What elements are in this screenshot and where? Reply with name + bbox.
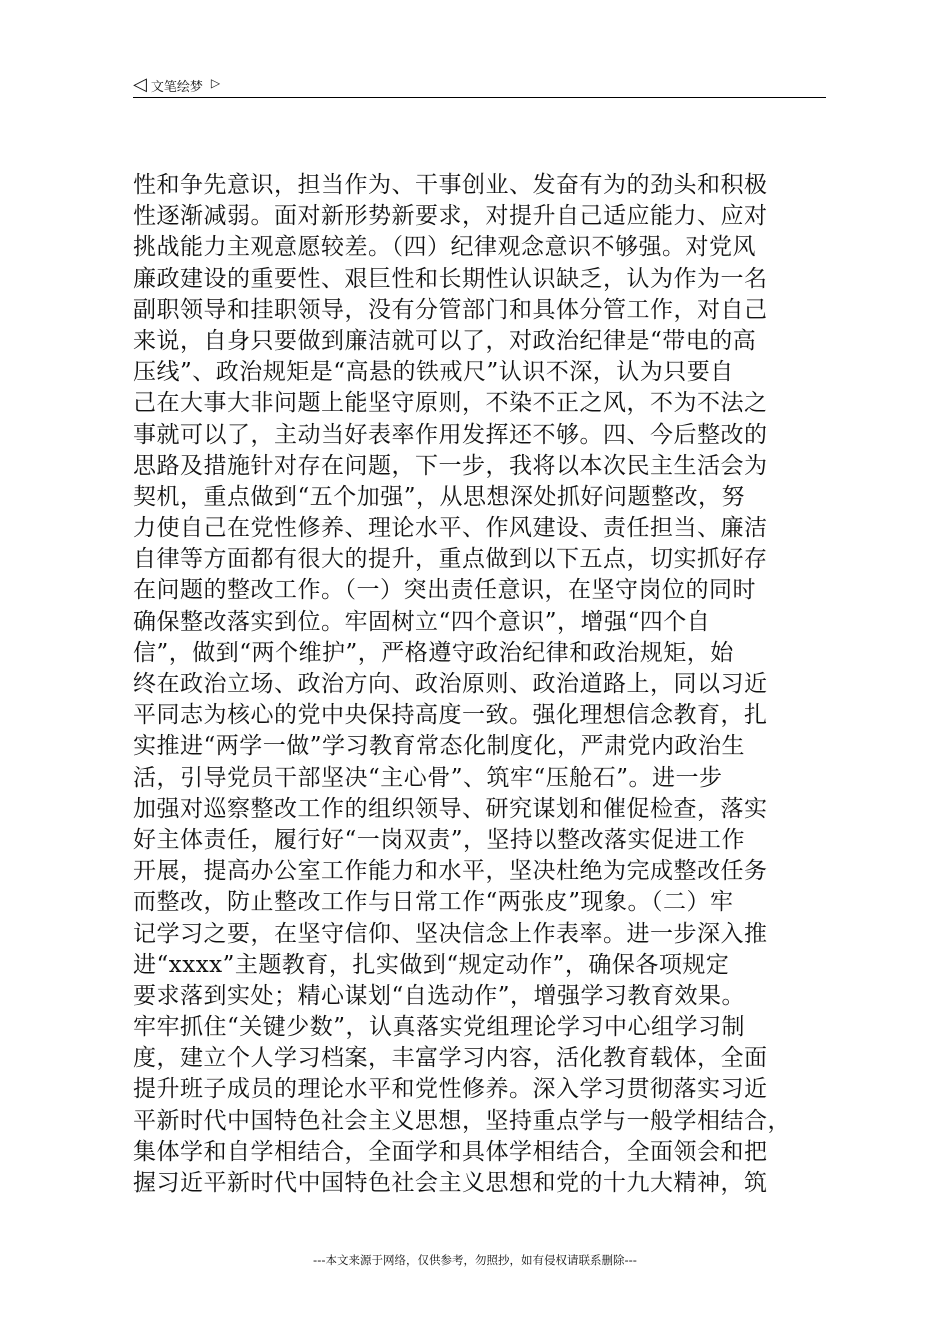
header-title: 文笔绘梦 — [150, 79, 203, 95]
triangle-right-icon: ▷ — [210, 76, 221, 90]
body-line: 平新时代中国特色社会主义思想，坚持重点学与一般学相结合， — [133, 1107, 791, 1134]
body-line: 副职领导和挂职领导，没有分管部门和具体分管工作，对自己 — [133, 296, 768, 323]
body-line: 来说，自身只要做到廉洁就可以了，对政治纪律是“带电的高 — [133, 327, 757, 354]
body-line: 信”，做到“两个维护”，严格遵守政治纪律和政治规矩，始 — [133, 639, 734, 666]
body-line: 牢牢抓住“关键少数”，认真落实党组理论学习中心组学习制 — [133, 1014, 746, 1041]
body-line: 事就可以了，主动当好表率作用发挥还不够。四、今后整改的 — [133, 421, 768, 448]
body-line: 平同志为核心的党中央保持高度一致。强化理想信念教育，扎 — [133, 702, 768, 729]
body-line: 而整改，防止整改工作与日常工作“两张皮”现象。（二）牢 — [133, 889, 734, 916]
body-line: 好主体责任，履行好“一岗双责”，坚持以整改落实促进工作 — [133, 826, 746, 853]
body-line: 活，引导党员干部坚决“主心骨”、筑牢“压舱石”。进一步 — [133, 764, 723, 791]
page-header — [133, 74, 220, 96]
body-line: 实推进“两学一做”学习教育常态化制度化，严肃党内政治生 — [133, 733, 746, 760]
body-line: 挑战能力主观意愿较差。（四）纪律观念意识不够强。对党风 — [133, 234, 756, 261]
body-line: 性逐渐减弱。面对新形势新要求，对提升自己适应能力、应对 — [133, 203, 768, 230]
body-line: 廉政建设的重要性、艰巨性和长期性认识缺乏，认为作为一名 — [133, 265, 768, 292]
body-line: 在问题的整改工作。（一）突出责任意识，在坚守岗位的同时 — [133, 577, 756, 604]
body-line: 要求落到实处；精心谋划“自选动作”，增强学习教育效果。 — [133, 982, 746, 1009]
body-text — [133, 170, 833, 1199]
body-line: 己在大事大非问题上能坚守原则，不染不正之风，不为不法之 — [133, 390, 768, 417]
header-divider — [133, 97, 826, 98]
body-line: 思路及措施针对存在问题，下一步，我将以本次民主生活会为 — [133, 452, 768, 479]
body-line: 加强对巡察整改工作的组织领导、研究谋划和催促检查，落实 — [133, 795, 768, 822]
body-line: 握习近平新时代中国特色社会主义思想和党的十九大精神，筑 — [133, 1170, 768, 1196]
body-line: 开展，提高办公室工作能力和水平，坚决杜绝为完成整改任务 — [133, 858, 768, 885]
body-line: 进“xxxx”主题教育，扎实做到“规定动作”，确保各项规定 — [133, 951, 730, 978]
body-line: 压线”、政治规矩是“高悬的铁戒尺”认识不深，认为只要自 — [133, 359, 734, 386]
body-line: 性和争先意识，担当作为、干事创业、发奋有为的劲头和积极 — [133, 172, 768, 198]
body-line: 终在政治立场、政治方向、政治原则、政治道路上，同以习近 — [133, 671, 768, 697]
body-line: 确保整改落实到位。牢固树立“四个意识”，增强“四个自 — [133, 608, 711, 635]
body-line: 提升班子成员的理论水平和党性修养。深入学习贯彻落实习近 — [133, 1076, 768, 1103]
body-line: 力使自己在党性修养、理论水平、作风建设、责任担当、廉洁 — [133, 515, 768, 542]
body-line: 自律等方面都有很大的提升，重点做到以下五点，切实抓好存 — [133, 546, 768, 573]
footer-disclaimer: ---本文来源于网络，仅供参考，勿照抄，如有侵权请联系删除--- — [313, 1253, 637, 1267]
body-line: 集体学和自学相结合，全面学和具体学相结合，全面领会和把 — [133, 1138, 768, 1165]
body-line: 度，建立个人学习档案，丰富学习内容，活化教育载体，全面 — [133, 1045, 768, 1072]
body-line: 契机，重点做到“五个加强”，从思想深处抓好问题整改，努 — [133, 483, 746, 510]
triangle-left-icon: ◁ — [133, 74, 147, 95]
body-line: 记学习之要，在坚守信仰、坚决信念上作表率。进一步深入推 — [133, 920, 768, 947]
